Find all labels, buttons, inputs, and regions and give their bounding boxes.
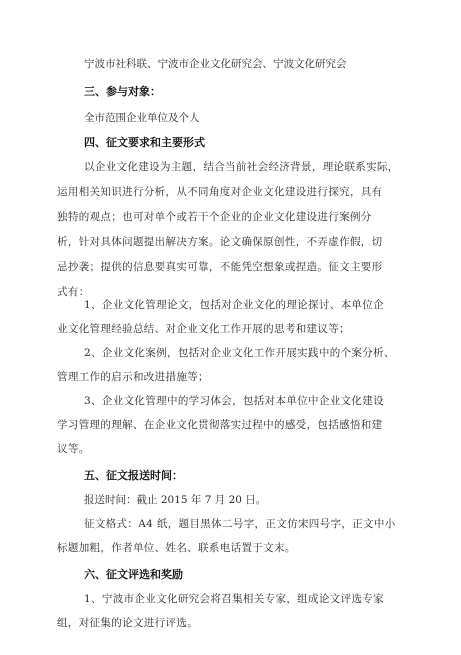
section6-heading: 六、征文评选和奖励 [84, 568, 183, 581]
section4-item2-line: 2、企业文化案例，包括对企业文化工作开展实践中的个案分析、 [84, 347, 395, 359]
section5-deadline: 报送时间：截止 2015 年 7 月 20 日。 [84, 494, 267, 506]
section4-para-line: 以企业文化建设为主题，结合当前社会经济背景，理论联系实际， [84, 161, 399, 173]
section4-para-line: 忌抄袭；提供的信息要真实可靠，不能凭空想象或捏造。征文主要形 [57, 261, 383, 273]
section3-heading: 三、参与对象： [84, 85, 161, 98]
section5-format-line: 标题加粗，作者单位、姓名、联系电话置于文末。 [57, 542, 296, 554]
section5-heading: 五、征文报送时间： [84, 469, 183, 482]
section4-item3-line: 学习管理的理解、在企业文化贯彻落实过程中的感受，包括感悟和建 [57, 419, 383, 431]
section4-para-line: 析，针对具体问题提出解决方案。论文确保原创性，不弄虚作假，切 [57, 236, 383, 248]
section4-para-line: 独特的观点；也可对单个或若干个企业的企业文化建设进行案例分 [57, 211, 372, 223]
section4-para-line: 运用相关知识进行分析，从不同角度对企业文化建设进行探究，具有 [57, 186, 383, 198]
section6-item1-line: 1、宁波市企业文化研究会将召集相关专家，组成论文评选专家 [84, 593, 384, 605]
section4-item1-line: 业文化管理经验总结、对企业文化工作开展的思考和建议等； [57, 323, 350, 335]
section5-format-line: 征文格式：A4 纸，题目黑体二号字，正文仿宋四号字，正文中小 [84, 518, 396, 530]
organizers-line: 宁波市社科联、宁波市企业文化研究会、宁波文化研究会 [84, 58, 347, 70]
section4-para-line: 式有： [57, 286, 90, 298]
section4-item1-line: 1、企业文化管理论文，包括对企业文化的理论探讨、本单位企 [84, 299, 384, 311]
section3-body: 全市范围企业单位及个人 [84, 112, 200, 124]
section4-item2-line: 管理工作的启示和改进措施等； [57, 371, 209, 383]
section6-item1-line: 组，对征集的论文进行评选。 [57, 617, 199, 629]
section4-item3-line: 议等。 [57, 443, 90, 455]
section4-heading: 四、征文要求和主要形式 [84, 136, 205, 149]
section4-item3-line: 3、企业文化管理中的学习体会，包括对本单位中企业文化建设 [84, 395, 384, 407]
